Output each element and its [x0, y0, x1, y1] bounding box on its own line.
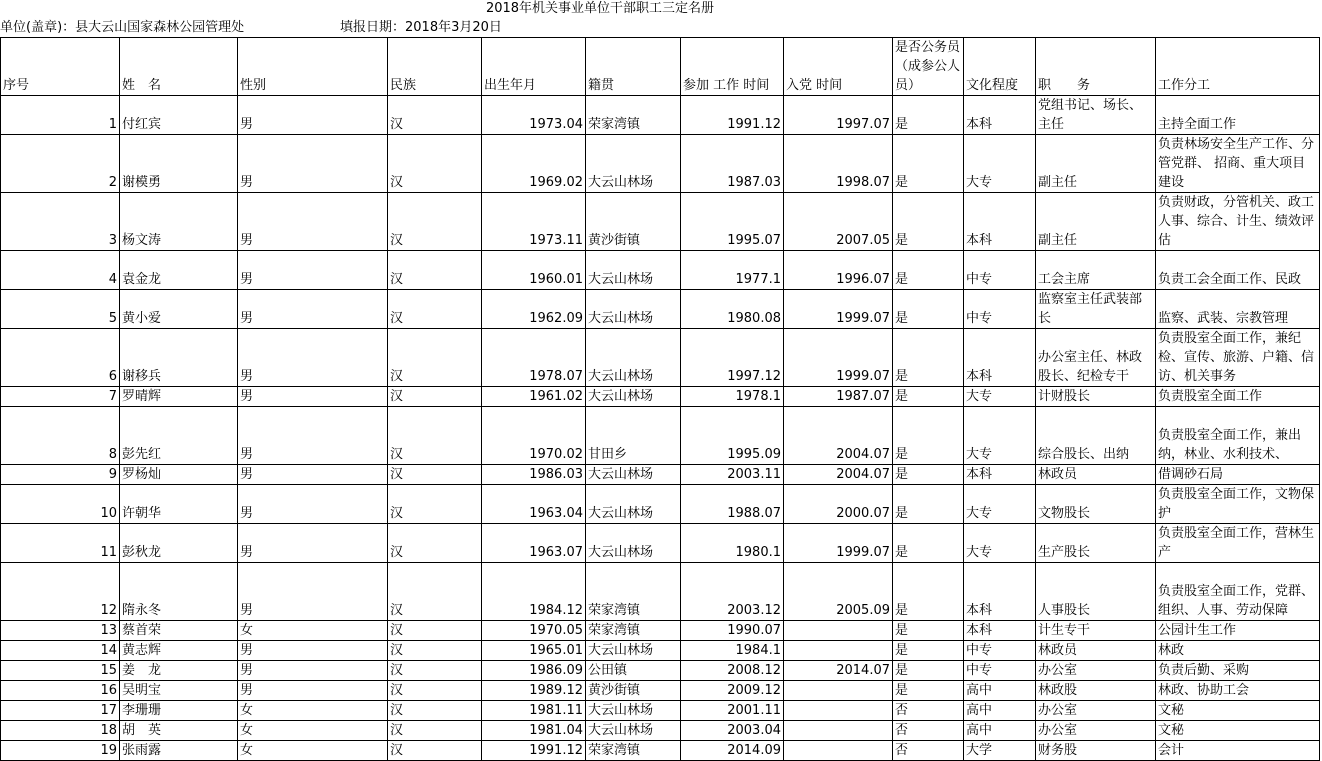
row-birth[interactable]: 1962.09 [482, 290, 586, 329]
row-no[interactable]: 6 [1, 329, 120, 387]
row-no[interactable]: 13 [1, 621, 120, 641]
row-sex[interactable]: 女 [238, 621, 388, 641]
row-sex[interactable]: 男 [238, 290, 388, 329]
row-no[interactable]: 8 [1, 407, 120, 465]
row-duty[interactable]: 负责股室全面工作 [1156, 387, 1320, 407]
header-cell-no[interactable]: 序号 [1, 38, 120, 96]
row-edu[interactable]: 大专 [964, 387, 1036, 407]
row-origin[interactable]: 甘田乡 [586, 407, 681, 465]
row-civil[interactable]: 是 [893, 329, 964, 387]
row-duty[interactable]: 文秘 [1156, 721, 1320, 741]
row-sex[interactable]: 男 [238, 563, 388, 621]
row-no[interactable]: 16 [1, 681, 120, 701]
header-cell-work[interactable]: 参加 工作 时间 [681, 38, 784, 96]
table-row [1, 290, 1320, 329]
row-edu[interactable]: 本科 [964, 96, 1036, 135]
row-origin[interactable]: 大云山林场 [586, 329, 681, 387]
row-edu[interactable]: 本科 [964, 329, 1036, 387]
row-post[interactable]: 监察室主任武装部长 [1036, 290, 1156, 329]
row-name[interactable]: 隋永冬 [120, 563, 238, 621]
table-row [1, 251, 1320, 290]
row-work-date[interactable]: 1991.12 [681, 96, 784, 135]
row-work-date[interactable]: 1995.07 [681, 193, 784, 251]
row-nation[interactable]: 汉 [388, 135, 482, 193]
table-row [1, 563, 1320, 621]
row-civil[interactable]: 是 [893, 251, 964, 290]
row-origin[interactable]: 荣家湾镇 [586, 96, 681, 135]
row-duty[interactable]: 林政、协助工会 [1156, 681, 1320, 701]
row-post[interactable]: 党组书记、场长、主任 [1036, 96, 1156, 135]
row-birth[interactable]: 1969.02 [482, 135, 586, 193]
row-work-date[interactable]: 2003.12 [681, 563, 784, 621]
header-row [1, 38, 1320, 96]
row-birth[interactable]: 1986.03 [482, 465, 586, 485]
row-nation[interactable]: 汉 [388, 661, 482, 681]
header-cell-edu[interactable]: 文化程度 [964, 38, 1036, 96]
row-civil[interactable]: 是 [893, 661, 964, 681]
row-edu[interactable]: 本科 [964, 193, 1036, 251]
row-name[interactable]: 蔡首荣 [120, 621, 238, 641]
row-edu[interactable]: 本科 [964, 563, 1036, 621]
row-duty[interactable]: 会计 [1156, 741, 1320, 761]
row-name[interactable]: 张雨露 [120, 741, 238, 761]
row-no[interactable]: 1 [1, 96, 120, 135]
row-no[interactable]: 5 [1, 290, 120, 329]
row-sex[interactable]: 男 [238, 387, 388, 407]
row-duty[interactable]: 负责林场安全生产工作、分管党群、 招商、重大项目建设 [1156, 135, 1320, 193]
table-row [1, 661, 1320, 681]
row-edu[interactable]: 中专 [964, 661, 1036, 681]
row-birth[interactable]: 1970.05 [482, 621, 586, 641]
row-work-date[interactable]: 1997.12 [681, 329, 784, 387]
row-no[interactable]: 17 [1, 701, 120, 721]
row-nation[interactable]: 汉 [388, 641, 482, 661]
row-civil[interactable]: 否 [893, 721, 964, 741]
row-post[interactable]: 财务股 [1036, 741, 1156, 761]
header-cell-post[interactable]: 职 务 [1036, 38, 1156, 96]
row-name[interactable]: 杨文涛 [120, 193, 238, 251]
row-name[interactable]: 谢模勇 [120, 135, 238, 193]
row-birth[interactable]: 1973.11 [482, 193, 586, 251]
row-party-date[interactable]: 1996.07 [784, 251, 893, 290]
row-birth[interactable]: 1961.02 [482, 387, 586, 407]
row-edu[interactable]: 大专 [964, 524, 1036, 563]
row-sex[interactable]: 女 [238, 721, 388, 741]
row-post[interactable]: 林政员 [1036, 465, 1156, 485]
row-civil[interactable]: 是 [893, 290, 964, 329]
table-row [1, 621, 1320, 641]
row-civil[interactable]: 否 [893, 701, 964, 721]
row-party-date[interactable]: 2005.09 [784, 563, 893, 621]
header-cell-duty[interactable]: 工作分工 [1156, 38, 1320, 96]
row-post[interactable]: 林政股 [1036, 681, 1156, 701]
table-row [1, 387, 1320, 407]
row-civil[interactable]: 是 [893, 387, 964, 407]
row-work-date[interactable]: 2008.12 [681, 661, 784, 681]
row-origin[interactable]: 大云山林场 [586, 701, 681, 721]
row-sex[interactable]: 男 [238, 661, 388, 681]
row-post[interactable]: 文物股长 [1036, 485, 1156, 524]
row-origin[interactable]: 大云山林场 [586, 721, 681, 741]
row-nation[interactable]: 汉 [388, 681, 482, 701]
row-post[interactable]: 副主任 [1036, 193, 1156, 251]
table-row [1, 641, 1320, 661]
table-row [1, 721, 1320, 741]
row-work-date[interactable]: 1984.1 [681, 641, 784, 661]
row-sex[interactable]: 男 [238, 407, 388, 465]
row-nation[interactable]: 汉 [388, 251, 482, 290]
row-origin[interactable]: 大云山林场 [586, 290, 681, 329]
row-party-date[interactable]: 2004.07 [784, 465, 893, 485]
row-civil[interactable]: 是 [893, 563, 964, 621]
row-edu[interactable]: 大学 [964, 741, 1036, 761]
header-cell-nation[interactable]: 民族 [388, 38, 482, 96]
table-row [1, 681, 1320, 701]
row-party-date[interactable] [784, 721, 893, 741]
row-edu[interactable]: 高中 [964, 721, 1036, 741]
row-work-date[interactable]: 1980.1 [681, 524, 784, 563]
row-edu[interactable]: 本科 [964, 465, 1036, 485]
row-civil[interactable]: 是 [893, 641, 964, 661]
row-nation[interactable]: 汉 [388, 701, 482, 721]
row-party-date[interactable]: 1999.07 [784, 524, 893, 563]
row-sex[interactable]: 男 [238, 329, 388, 387]
row-origin[interactable]: 大云山林场 [586, 135, 681, 193]
header-cell-origin[interactable]: 籍贯 [586, 38, 681, 96]
row-no[interactable]: 19 [1, 741, 120, 761]
row-party-date[interactable] [784, 641, 893, 661]
row-post[interactable]: 办公室 [1036, 721, 1156, 741]
row-civil[interactable]: 否 [893, 741, 964, 761]
row-work-date[interactable]: 1987.03 [681, 135, 784, 193]
row-name[interactable]: 谢移兵 [120, 329, 238, 387]
header-cell-name[interactable]: 姓 名 [120, 38, 238, 96]
table-row [1, 407, 1320, 465]
row-post[interactable]: 副主任 [1036, 135, 1156, 193]
row-name[interactable]: 姜 龙 [120, 661, 238, 681]
row-nation[interactable]: 汉 [388, 621, 482, 641]
row-work-date[interactable]: 1980.08 [681, 290, 784, 329]
row-origin[interactable]: 黄沙街镇 [586, 681, 681, 701]
row-sex[interactable]: 男 [238, 641, 388, 661]
row-duty[interactable]: 文秘 [1156, 701, 1320, 721]
table-body [1, 96, 1320, 761]
row-work-date[interactable]: 2003.11 [681, 465, 784, 485]
row-duty[interactable]: 公园计生工作 [1156, 621, 1320, 641]
row-party-date[interactable]: 2000.07 [784, 485, 893, 524]
fill-date-label: 填报日期：2018年3月20日 [340, 20, 502, 35]
row-nation[interactable]: 汉 [388, 193, 482, 251]
row-origin[interactable]: 大云山林场 [586, 641, 681, 661]
row-post[interactable]: 办公室主任、林政股长、纪检专干 [1036, 329, 1156, 387]
row-work-date[interactable]: 1978.1 [681, 387, 784, 407]
row-origin[interactable]: 荣家湾镇 [586, 621, 681, 641]
row-civil[interactable]: 是 [893, 407, 964, 465]
row-work-date[interactable]: 2001.11 [681, 701, 784, 721]
row-birth[interactable]: 1970.02 [482, 407, 586, 465]
row-nation[interactable]: 汉 [388, 741, 482, 761]
row-nation[interactable]: 汉 [388, 96, 482, 135]
row-sex[interactable]: 男 [238, 524, 388, 563]
row-no[interactable]: 18 [1, 721, 120, 741]
row-name[interactable]: 袁金龙 [120, 251, 238, 290]
row-origin[interactable]: 大云山林场 [586, 465, 681, 485]
row-name[interactable]: 黄志辉 [120, 641, 238, 661]
row-civil[interactable]: 是 [893, 193, 964, 251]
header-cell-civil[interactable]: 是否公务员（成参公人员） [893, 38, 964, 96]
table-row [1, 96, 1320, 135]
row-no[interactable]: 3 [1, 193, 120, 251]
row-origin[interactable]: 荣家湾镇 [586, 563, 681, 621]
row-nation[interactable]: 汉 [388, 485, 482, 524]
row-origin[interactable]: 黄沙街镇 [586, 193, 681, 251]
row-post[interactable]: 生产股长 [1036, 524, 1156, 563]
row-edu[interactable]: 高中 [964, 681, 1036, 701]
row-post[interactable]: 综合股长、出纳 [1036, 407, 1156, 465]
unit-label: 单位(盖章)：县大云山国家森林公园管理处 [0, 20, 245, 35]
row-nation[interactable]: 汉 [388, 524, 482, 563]
row-edu[interactable]: 中专 [964, 641, 1036, 661]
row-duty[interactable]: 负责股室全面工作，兼纪检、宣传、旅游、户籍、信访、机关事务 [1156, 329, 1320, 387]
row-sex[interactable]: 男 [238, 135, 388, 193]
row-no[interactable]: 14 [1, 641, 120, 661]
row-nation[interactable]: 汉 [388, 721, 482, 741]
row-nation[interactable]: 汉 [388, 465, 482, 485]
row-name[interactable]: 黄小爱 [120, 290, 238, 329]
row-edu[interactable]: 中专 [964, 290, 1036, 329]
row-no[interactable]: 10 [1, 485, 120, 524]
row-civil[interactable]: 是 [893, 135, 964, 193]
row-birth[interactable]: 1989.12 [482, 681, 586, 701]
row-duty[interactable]: 林政 [1156, 641, 1320, 661]
table-row [1, 701, 1320, 721]
row-party-date[interactable] [784, 621, 893, 641]
row-edu[interactable]: 大专 [964, 135, 1036, 193]
row-post[interactable]: 计财股长 [1036, 387, 1156, 407]
row-sex[interactable]: 女 [238, 741, 388, 761]
row-duty[interactable]: 借调砂石局 [1156, 465, 1320, 485]
row-name[interactable]: 胡 英 [120, 721, 238, 741]
row-post[interactable]: 计生专干 [1036, 621, 1156, 641]
row-party-date[interactable] [784, 681, 893, 701]
staff-table [0, 37, 1320, 761]
row-sex[interactable]: 男 [238, 485, 388, 524]
row-name[interactable]: 付红宾 [120, 96, 238, 135]
row-birth[interactable]: 1973.04 [482, 96, 586, 135]
row-civil[interactable]: 是 [893, 96, 964, 135]
row-origin[interactable]: 大云山林场 [586, 387, 681, 407]
row-work-date[interactable]: 1995.09 [681, 407, 784, 465]
row-birth[interactable]: 1984.12 [482, 563, 586, 621]
row-nation[interactable]: 汉 [388, 290, 482, 329]
unit-info-row [0, 18, 502, 37]
row-post[interactable]: 办公室 [1036, 661, 1156, 681]
row-no[interactable]: 9 [1, 465, 120, 485]
row-edu[interactable]: 本科 [964, 621, 1036, 641]
row-duty[interactable]: 负责工会全面工作、民政 [1156, 251, 1320, 290]
row-name[interactable]: 彭先红 [120, 407, 238, 465]
row-work-date[interactable]: 1977.1 [681, 251, 784, 290]
row-name[interactable]: 李珊珊 [120, 701, 238, 721]
row-nation[interactable]: 汉 [388, 329, 482, 387]
row-birth[interactable]: 1960.01 [482, 251, 586, 290]
row-duty[interactable]: 负责股室全面工作，文物保护 [1156, 485, 1320, 524]
row-duty[interactable]: 负责股室全面工作，兼出纳，林业、水利技术、 [1156, 407, 1320, 465]
row-birth[interactable]: 1991.12 [482, 741, 586, 761]
row-duty[interactable]: 主持全面工作 [1156, 96, 1320, 135]
header-cell-party[interactable]: 入党 时间 [784, 38, 893, 96]
row-work-date[interactable]: 2003.04 [681, 721, 784, 741]
row-party-date[interactable]: 2014.07 [784, 661, 893, 681]
row-post[interactable]: 办公室 [1036, 701, 1156, 721]
row-duty[interactable]: 负责股室全面工作，党群、组织、人事、劳动保障 [1156, 563, 1320, 621]
row-no[interactable]: 7 [1, 387, 120, 407]
row-civil[interactable]: 是 [893, 621, 964, 641]
table-row [1, 135, 1320, 193]
row-duty[interactable]: 监察、武装、宗教管理 [1156, 290, 1320, 329]
row-party-date[interactable]: 1997.07 [784, 96, 893, 135]
row-party-date[interactable]: 1999.07 [784, 290, 893, 329]
header-cell-sex[interactable]: 性别 [238, 38, 388, 96]
row-sex[interactable]: 男 [238, 193, 388, 251]
row-name[interactable]: 罗杨灿 [120, 465, 238, 485]
row-work-date[interactable]: 2014.09 [681, 741, 784, 761]
row-civil[interactable]: 是 [893, 485, 964, 524]
row-duty[interactable]: 负责后勤、采购 [1156, 661, 1320, 681]
row-party-date[interactable]: 2007.05 [784, 193, 893, 251]
header-cell-birth[interactable]: 出生年月 [482, 38, 586, 96]
sheet-title: 2018年机关事业单位干部职工三定名册 [485, 1, 715, 16]
row-name[interactable]: 吴明宝 [120, 681, 238, 701]
row-origin[interactable]: 大云山林场 [586, 251, 681, 290]
row-sex[interactable]: 男 [238, 96, 388, 135]
row-post[interactable]: 工会主席 [1036, 251, 1156, 290]
row-sex[interactable]: 男 [238, 681, 388, 701]
row-work-date[interactable]: 1988.07 [681, 485, 784, 524]
row-work-date[interactable]: 2009.12 [681, 681, 784, 701]
row-no[interactable]: 2 [1, 135, 120, 193]
row-nation[interactable]: 汉 [388, 563, 482, 621]
row-sex[interactable]: 男 [238, 465, 388, 485]
table-row [1, 193, 1320, 251]
row-post[interactable]: 人事股长 [1036, 563, 1156, 621]
row-civil[interactable]: 是 [893, 524, 964, 563]
row-post[interactable]: 林政员 [1036, 641, 1156, 661]
table-row [1, 329, 1320, 387]
row-edu[interactable]: 中专 [964, 251, 1036, 290]
row-civil[interactable]: 是 [893, 465, 964, 485]
row-no[interactable]: 4 [1, 251, 120, 290]
row-sex[interactable]: 男 [238, 251, 388, 290]
row-birth[interactable]: 1963.04 [482, 485, 586, 524]
row-birth[interactable]: 1965.01 [482, 641, 586, 661]
row-nation[interactable]: 汉 [388, 407, 482, 465]
row-origin[interactable]: 大云山林场 [586, 524, 681, 563]
table-row [1, 524, 1320, 563]
row-birth[interactable]: 1981.11 [482, 701, 586, 721]
row-birth[interactable]: 1963.07 [482, 524, 586, 563]
row-origin[interactable]: 公田镇 [586, 661, 681, 681]
row-party-date[interactable]: 1998.07 [784, 135, 893, 193]
table-row [1, 485, 1320, 524]
row-origin[interactable]: 大云山林场 [586, 485, 681, 524]
row-sex[interactable]: 女 [238, 701, 388, 721]
row-birth[interactable]: 1978.07 [482, 329, 586, 387]
row-name[interactable]: 彭秋龙 [120, 524, 238, 563]
row-nation[interactable]: 汉 [388, 387, 482, 407]
row-party-date[interactable] [784, 741, 893, 761]
row-no[interactable]: 15 [1, 661, 120, 681]
row-origin[interactable]: 荣家湾镇 [586, 741, 681, 761]
row-edu[interactable]: 高中 [964, 701, 1036, 721]
table-row [1, 465, 1320, 485]
table-row [1, 741, 1320, 761]
row-no[interactable]: 11 [1, 524, 120, 563]
row-edu[interactable]: 大专 [964, 485, 1036, 524]
row-name[interactable]: 罗晴辉 [120, 387, 238, 407]
row-birth[interactable]: 1981.04 [482, 721, 586, 741]
row-no[interactable]: 12 [1, 563, 120, 621]
row-party-date[interactable]: 1987.07 [784, 387, 893, 407]
row-duty[interactable]: 负责股室全面工作，营林生产 [1156, 524, 1320, 563]
row-name[interactable]: 许朝华 [120, 485, 238, 524]
row-birth[interactable]: 1986.09 [482, 661, 586, 681]
row-civil[interactable]: 是 [893, 681, 964, 701]
row-party-date[interactable]: 1999.07 [784, 329, 893, 387]
row-edu[interactable]: 大专 [964, 407, 1036, 465]
row-duty[interactable]: 负责财政，分管机关、政工人事、综合、计生、绩效评估 [1156, 193, 1320, 251]
row-party-date[interactable]: 2004.07 [784, 407, 893, 465]
row-work-date[interactable]: 1990.07 [681, 621, 784, 641]
row-party-date[interactable] [784, 701, 893, 721]
